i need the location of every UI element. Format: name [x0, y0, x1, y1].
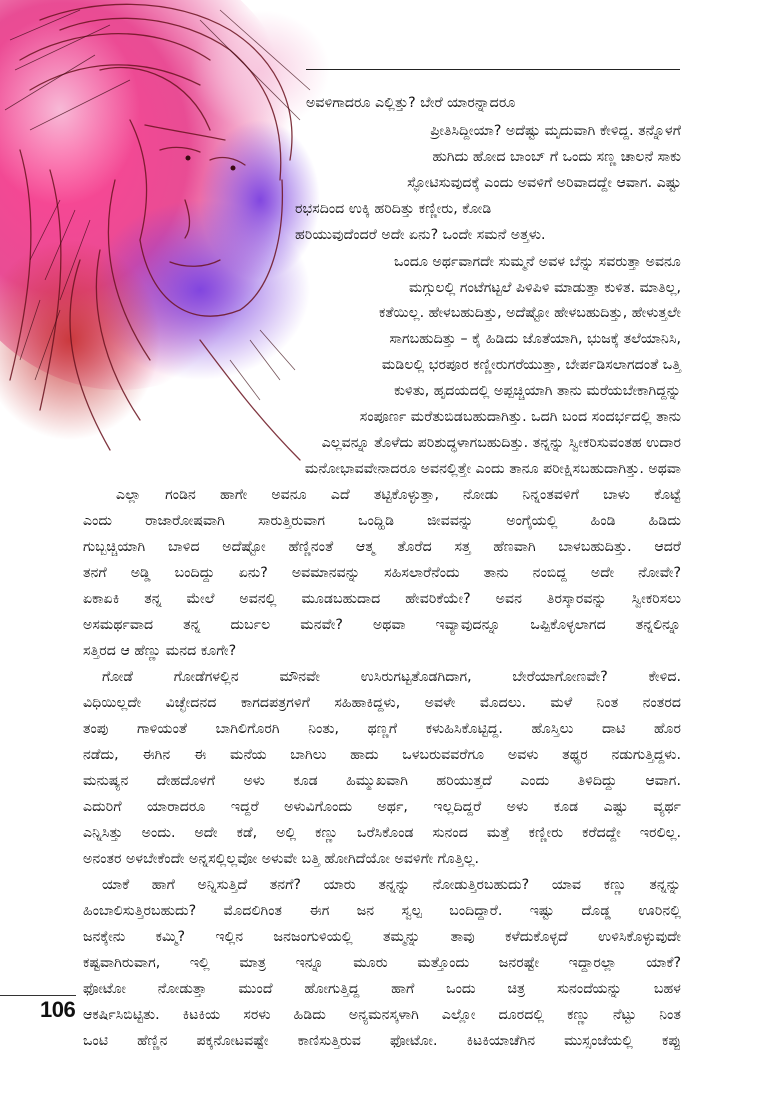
text-line: ಸಂಪೂರ್ಣ ಮರೆತುಬಿಡಬಹುದಾಗಿತ್ತು. ಒದಗಿ ಬಂದ ಸಂದರ್ಭದಲ್ಲಿ ತಾನು: [359, 409, 681, 425]
text-line: ಅಸಮರ್ಥವಾದ ತನ್ನ ದುರ್ಬಲ ಮನವೇ? ಅಥವಾ ಇವ್ಯಾವುದನ್ನೂ ಒಪ್ಪಿಕೊಳ್ಳಲಾಗದ ತನ್ನಲಿನ್ನೂ: [83, 617, 681, 633]
text-line: ವಿಧಿಯಿಲ್ಲದೇ ವಿಚ್ಛೇದನದ ಕಾಗದಪತ್ರಗಳಿಗೆ ಸಹಿಹಾಕಿದ್ದಳು, ಅವಳೇ ಮೊದಲು. ಮಳೆ ನಿಂತ ನಂತರದ: [83, 695, 681, 711]
text-line: ನಡೆದು, ಈಗಿನ ಈ ಮನೆಯ ಬಾಗಿಲು ಹಾದು ಒಳಬರುವವರೆಗೂ ಅವಳು ತಥ್ಥರ ನಡುಗುತ್ತಿದ್ದಳು.: [83, 747, 681, 763]
text-line: ಆಕರ್ಷಿಸಿಬಿಟ್ಟಿತು. ಕಿಟಕಿಯ ಸರಳು ಹಿಡಿದು ಅನ್ಯಮನಸ್ಕಳಾಗಿ ಎಲ್ಲೋ ದೂರದಲ್ಲಿ ಕಣ್ಣು ನೆಟ್ಟು ನಿಂತ: [83, 1007, 681, 1023]
text-line: ಮನೋಭಾವವೇನಾದರೂ ಅವನಲ್ಲಿತ್ತೇ ಎಂದು ತಾನೂ ಪರೀಕ್ಷಿಸಬಹುದಾಗಿತ್ತು. ಅಥವಾ: [304, 461, 681, 477]
text-line: ಫೋಟೋ ನೋಡುತ್ತಾ ಮುಂದೆ ಹೋಗುತ್ತಿದ್ದ ಹಾಗೆ ಒಂದು ಚಿತ್ರ ಸುನಂದೆಯನ್ನು ಬಹಳ: [83, 981, 681, 997]
page-number: 106: [40, 997, 76, 1022]
text-line: ಹಿಂಬಾಲಿಸುತ್ತಿರಬಹುದು? ಮೊದಲಿಗಿಂತ ಈಗ ಜನ ಸ್ವಲ್ಪ ಬಂದಿದ್ದಾರೆ. ಇಷ್ಟು ದೊಡ್ಡ ಊರಿನಲ್ಲಿ: [83, 903, 681, 919]
text-line: ಏಕಾಏಕಿ ತನ್ನ ಮೇಲೆ ಅವನಲ್ಲಿ ಮೂಡಬಹುದಾದ ಹೇವರಿಕೆಯೇ? ಅವನ ತಿರಸ್ಕಾರವನ್ನು ಸ್ವೀಕರಿಸಲು: [83, 591, 681, 607]
text-line: ಯಾಕೆ ಹಾಗೆ ಅನ್ನಿಸುತ್ತಿದೆ ತನಗೆ? ಯಾರು ತನ್ನನ್ನು ನೋಡುತ್ತಿರಬಹುದು? ಯಾವ ಕಣ್ಣು ತನ್ನನ್ನು: [102, 877, 681, 893]
text-line: ಜನಕ್ಕೇನು ಕಮ್ಮಿ? ಇಲ್ಲಿನ ಜನಜಂಗುಳಿಯಲ್ಲಿ ತಮ್ಮನ್ನು ತಾವು ಕಳೆದುಕೊಳ್ಳದೆ ಉಳಿಸಿಕೊಳ್ಳುವುದೇ: [83, 929, 681, 945]
text-line: ಸತ್ತಿರದ ಆ ಹೆಣ್ಣು ಮನದ ಕೂಗೇ?: [83, 643, 237, 659]
text-line: ಎದುರಿಗೆ ಯಾರಾದರೂ ಇದ್ದರೆ ಅಳುವಿಗೊಂದು ಅರ್ಥ, ಇಲ್ಲದಿದ್ದರೆ ಅಳು ಕೂಡ ಎಷ್ಟು ವ್ಯರ್ಥ: [83, 799, 681, 815]
text-line: ಹರಿಯುವುದೆಂದರೆ ಅದೇ ಏನು? ಒಂದೇ ಸಮನೆ ಅತ್ತಳು.: [295, 227, 546, 243]
portrait-illustration: [0, 0, 330, 470]
text-line: ಸ್ಫೋಟಿಸುವುದಕ್ಕೆ ಎಂದು ಅವಳಿಗೆ ಅರಿವಾದದ್ದೇ ಆವಾಗ. ಎಷ್ಟು: [407, 175, 681, 191]
text-line: ಹುಗಿದು ಹೋದ ಬಾಂಬ್ ಗೆ ಒಂದು ಸಣ್ಣ ಚಾಲನೆ ಸಾಕು: [432, 149, 681, 165]
text-line: ಅನಂತರ ಅಳಬೇಕೆಂದೇ ಅನ್ನಸಲ್ಲಿಲ್ಲವೋ ಅಳುವೇ ಬತ್ತಿ ಹೋಗಿದೆಯೋ ಅವಳಿಗೇ ಗೊತ್ತಿಲ್ಲ.: [83, 851, 479, 867]
text-line: ಒಂಟಿ ಹೆಣ್ಣಿನ ಪಕ್ಕನೋಟವಷ್ಟೇ ಕಾಣಿಸುತ್ತಿರುವ ಫೋಟೋ. ಕಿಟಕಿಯಾಚೆಗಿನ ಮುಸ್ಸಂಜೆಯಲ್ಲಿ ಕಪ್ಪು: [83, 1033, 681, 1049]
text-line: ಮಡಿಲಲ್ಲಿ ಭರಪೂರ ಕಣ್ಣೀರುಗರೆಯುತ್ತಾ, ಬೇರ್ಪಡಿಸಲಾಗದಂತೆ ಒತ್ತಿ: [381, 357, 681, 373]
header-rule: [306, 69, 680, 70]
text-line: ಗೋಡೆ ಗೋಡೆಗಳಲ್ಲಿನ ಮೌನವೇ ಉಸಿರುಗಟ್ಟತೊಡಗಿದಾಗ, ಬೇರೆಯಾಗೋಣವೇ? ಕೇಳಿದ.: [102, 669, 681, 685]
text-line: ಎಂದು ರಾಜಾರೋಷವಾಗಿ ಸಾರುತ್ತಿರುವಾಗ ಒಂದ್ಹಿಡಿ ಜೀವವನ್ನು ಅಂಗೈಯಲ್ಲಿ ಹಿಂಡಿ ಹಿಡಿದು: [83, 513, 681, 529]
text-line: ಎನ್ನಿಸಿತ್ತು ಅಂದು. ಅದೇ ಕಡೆ, ಅಲ್ಲಿ ಕಣ್ಣು ಒರೆಸಿಕೊಂಡ ಸುನಂದ ಮತ್ತೆ ಕಣ್ಣೀರು ಕರೆದದ್ದೇ ಇರಲಿಲ್ಲ.: [83, 825, 681, 841]
text-line: ಕತೆಯಿಲ್ಲ. ಹೇಳಬಹುದಿತ್ತು, ಅದೆಷ್ಟೋ ಹೇಳಬಹುದಿತ್ತು, ಹೇಳುತ್ತಲೇ: [379, 305, 681, 321]
text-line: ತಂಪು ಗಾಳಿಯಂತೆ ಬಾಗಿಲಿಗೊರಗಿ ನಿಂತು, ಥಣ್ಣಗೆ ಕಳುಹಿಸಿಕೊಟ್ಟಿದ್ದ. ಹೊಸ್ತಿಲು ದಾಟಿ ಹೊರ: [83, 721, 681, 737]
text-line: ಪ್ರೀತಿಸಿದ್ದೀಯಾ? ಅದೆಷ್ಟು ಮೃದುವಾಗಿ ಕೇಳಿದ್ದ. ತನ್ನೊಳಗೆ: [430, 123, 681, 139]
text-line: ಕಷ್ಟವಾಗಿರುವಾಗ, ಇಲ್ಲಿ ಮಾತ್ರ ಇನ್ನೂ ಮೂರು ಮತ್ತೊಂದು ಜನರಷ್ಟೇ ಇದ್ದಾರಲ್ಲಾ ಯಾಕೆ?: [83, 955, 681, 971]
text-line: ಕುಳಿತು, ಹೃದಯದಲ್ಲಿ ಅಪ್ಪಚ್ಚಿಯಾಗಿ ತಾನು ಮರೆಯಬೇಕಾಗಿದ್ದನ್ನು: [394, 383, 681, 399]
text-line: ಗುಬ್ಬಚ್ಚಿಯಾಗಿ ಬಾಳಿದ ಅದೆಷ್ಟೋ ಹೆಣ್ಣಿನಂತೆ ಆತ್ಮ ತೊರೆದ ಸತ್ತ ಹೆಣವಾಗಿ ಬಾಳಬಹುದಿತ್ತು. ಆದರೆ: [83, 539, 681, 555]
text-line: ಸಾಗಬಹುದಿತ್ತು – ಕೈ ಹಿಡಿದು ಜೊತೆಯಾಗಿ, ಭುಜಕ್ಕೆ ತಲೆಯಾನಿಸಿ,: [389, 331, 681, 347]
text-line: ಎಲ್ಲಾ ಗಂಡಿನ ಹಾಗೇ ಅವನೂ ಎದೆ ತಟ್ಟಿಕೊಳ್ಳುತ್ತಾ, ನೋಡು ನಿನ್ನಂತವಳಿಗೆ ಬಾಳು ಕೊಟ್ಟೆ: [116, 487, 681, 503]
text-line: ರಭಸದಿಂದ ಉಕ್ಕಿ ಹರಿದಿತ್ತು ಕಣ್ಣೀರು, ಕೋಡಿ: [295, 201, 492, 217]
footer-rule: [0, 995, 76, 996]
text-line: ಎಲ್ಲವನ್ನೂ ತೊಳೆದು ಪರಿಶುದ್ಧಳಾಗಬಹುದಿತ್ತು. ತನ್ನನ್ನು ಸ್ವೀಕರಿಸುವಂತಹ ಉದಾರ: [321, 435, 681, 451]
text-line: ಮನುಷ್ಯನ ದೇಹದೊಳಗೆ ಅಳು ಕೂಡ ಹಿಮ್ಮುಖವಾಗಿ ಹರಿಯುತ್ತದೆ ಎಂದು ತಿಳಿದಿದ್ದು ಆವಾಗ.: [83, 773, 681, 789]
text-line: ತನಗೆ ಅಡ್ಡಿ ಬಂದಿದ್ದು ಏನು? ಅವಮಾನವನ್ನು ಸಹಿಸಲಾರೆನೆಂದು ತಾನು ನಂಬಿದ್ದ ಅದೇ ನೋವೇ?: [83, 565, 681, 581]
text-line: ಒಂದೂ ಅರ್ಥವಾಗದೇ ಸುಮ್ಮನೆ ಅವಳ ಬೆನ್ನು ಸವರುತ್ತಾ ಅವನೂ: [393, 254, 681, 270]
text-line: ಮಗ್ಗುಲಲ್ಲಿ ಗಂಟೆಗಟ್ಟಲೆ ಪಿಳಿಪಿಳಿ ಮಾಡುತ್ತಾ ಕುಳಿತ. ಮಾತಿಲ್ಲ,: [408, 280, 681, 296]
text-line: ಅವಳಿಗಾದರೂ ಎಲ್ಲಿತ್ತು? ಬೇರೆ ಯಾರನ್ನಾದರೂ: [306, 95, 516, 111]
